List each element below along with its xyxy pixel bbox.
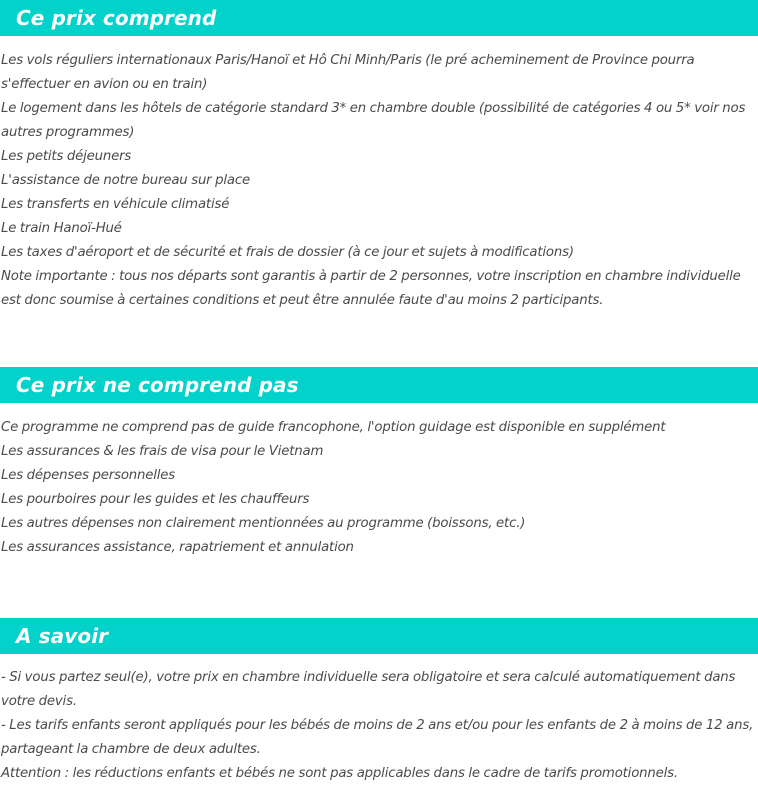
list-item: Les assurances assistance, rapatriement et annulation xyxy=(1,540,354,555)
list-item: L'assistance de notre bureau sur place xyxy=(1,173,250,188)
section-body-a-savoir xyxy=(0,654,758,786)
attention-note: Attention : les réductions enfants et bébés ne sont pas applicables dans le cadre de tarifs promotionnels. xyxy=(1,766,678,781)
section-body-ce-prix-ne-comprend-pas xyxy=(0,403,758,560)
section-spacer xyxy=(0,560,758,618)
list-item: Les assurances & les frais de visa pour le Vietnam xyxy=(1,444,324,459)
list-item: Les dépenses personnelles xyxy=(1,468,176,483)
list-item: - Les tarifs enfants seront appliqués pour les bébés de moins de 2 ans et/ou pour les enfants de 2 à moins de 12 ans, partageant la chambre de deux adultes. xyxy=(1,718,754,757)
list-item: Les petits déjeuners xyxy=(1,149,132,164)
list-item: Le logement dans les hôtels de catégorie standard 3* en chambre double (possibilité de catégories 4 ou 5* voir nos autres programmes) xyxy=(1,101,746,140)
list-item: Les transferts en véhicule climatisé xyxy=(1,197,230,212)
list-item: Ce programme ne comprend pas de guide francophone, l'option guidage est disponible en supplément xyxy=(1,420,666,435)
section-body-ce-prix-comprend xyxy=(0,36,758,313)
list-item: Les taxes d'aéroport et de sécurité et frais de dossier (à ce jour et sujets à modifications) xyxy=(1,245,574,260)
list-item: Les pourboires pour les guides et les chauffeurs xyxy=(1,492,310,507)
section-header-a-savoir: A savoir xyxy=(0,618,758,654)
list-item: Le train Hanoï-Hué xyxy=(1,221,122,236)
section-header-ce-prix-comprend: Ce prix comprend xyxy=(0,0,758,36)
list-item: - Si vous partez seul(e), votre prix en chambre individuelle sera obligatoire et sera calculé automatiquement dans votre devis. xyxy=(1,670,736,709)
list-item: Les autres dépenses non clairement mentionnées au programme (boissons, etc.) xyxy=(1,516,526,531)
important-note: Note importante : tous nos départs sont garantis à partir de 2 personnes, votre inscription en chambre individuelle est donc soumise à certaines conditions et peut être annulée faute d'au moins 2 participants. xyxy=(1,269,741,308)
section-header-ce-prix-ne-comprend-pas: Ce prix ne comprend pas xyxy=(0,367,758,403)
list-item: Les vols réguliers internationaux Paris/Hanoï et Hô Chi Minh/Paris (le pré acheminement de Province pourra s'effectuer en avion ou en train) xyxy=(1,53,695,92)
section-spacer xyxy=(0,313,758,367)
